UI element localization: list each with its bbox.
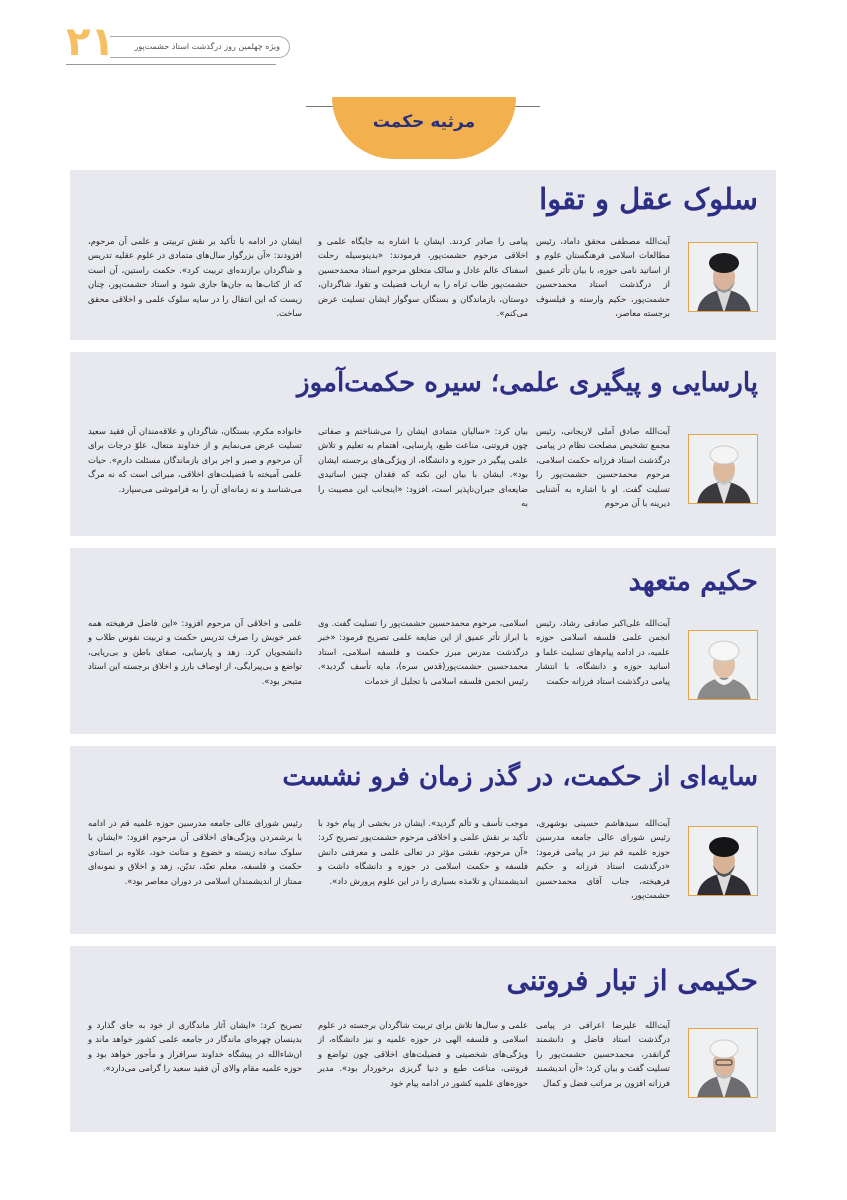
portrait-image bbox=[689, 631, 758, 700]
article-title: پارسایی و پیگیری علمی؛ سیره حکمت‌آموز bbox=[297, 368, 758, 398]
article-column: پیامی را صادر کردند. ایشان با اشاره به جایگاه علمی و اخلاقی مرحوم حشمت‌پور، فرمودند: «بدینوسیله رحلت اسفناک عالم عادل و سالک متخلق مرحوم استاد محمدحسین حشمت‌پور طاب ثراه را به ارباب فضیلت و تقوا، شاگردان، دوستان، بازماندگان و بستگان سوگوار ایشان تسلیت عرض می‌کنم». bbox=[318, 236, 528, 319]
article-column: تصریح کرد: «ایشان آثار ماندگاری از خود به جای گذارد و بدینسان چهره‌ای ماندگار در جامعه علمی کشور خواهد ماند و ان‌شاءالله در پیشگاه خداوند سرافراز و مأجور خواهد بود و حوزه علمیه مقام والای آن فقید سعید را گرامی می‌دارد». bbox=[88, 1020, 302, 1074]
article-column: موجب تأسف و تألم گردید». ایشان در بخشی از پیام خود با تأکید بر نقش علمی و اخلاقی مرحوم حشمت‌پور تصریح کرد: «آن مرحوم، نقشی مؤثر در تعالی علمی و معرفتی دانش فلسفه و حکمت اسلامی در حوزه و دانشگاه داشت و اندیشمندان و تلامذه بسیاری را در این علوم پرورش داد». bbox=[318, 818, 528, 886]
article-column: آیت‌الله علیرضا اعرافی در پیامی درگذشت استاد فاضل و دانشمند گرانقدر، محمدحسین حشمت‌پور را تسلیت گفت و بیان کرد: «آن اندیشمند فرزانه افزون بر مراتب فضل و کمال bbox=[536, 1020, 670, 1088]
portrait bbox=[688, 242, 758, 312]
portrait bbox=[688, 630, 758, 700]
portrait-image bbox=[689, 1029, 758, 1098]
header-divider bbox=[66, 64, 276, 65]
section-label: مرثیه حکمت bbox=[372, 112, 476, 132]
page-number: ۲۱ bbox=[66, 19, 115, 65]
article-card bbox=[70, 746, 776, 934]
portrait bbox=[688, 826, 758, 896]
article-card bbox=[70, 352, 776, 536]
portrait-image bbox=[689, 827, 758, 896]
article-column: علمی و اخلاقی آن مرحوم افزود: «این فاضل فرهیخته همه عمر خویش را صرف تدریس حکمت و تربیت نفوس طلاب و دانشجویان کرد. زهد و پارسایی، صفای باطن و بی‌ریایی، تواضع و بی‌پیرایگی، از اوصاف بارز و اخلاق برجسته این استاد متبحر بود». bbox=[88, 618, 302, 686]
article-column: آیت‌الله صادق آملی لاریجانی، رئیس مجمع تشخیص مصلحت نظام در پیامی درگذشت استاد فرزانه حکمت اسلامی، مرحوم محمدحسین حشمت‌پور را تسلیت گفت. او با اشاره به آشنایی دیرینه با آن مرحوم bbox=[536, 426, 670, 509]
article-column: اسلامی، مرحوم محمدحسین حشمت‌پور را تسلیت گفت. وی با ابراز تأثر عمیق از این ضایعه علمی تصریح فرمود: «خبر درگذشت مدرس مبرز حکمت و فلسفه اسلامی، استاد محمدحسین حشمت‌پور(قدس سره)، مایه تأسف گردید». رئیس انجمن فلسفه اسلامی با تجلیل از خدمات bbox=[318, 618, 528, 686]
article-column: آیت‌الله سیدهاشم حسینی بوشهری، رئیس شورای عالی جامعه مدرسین حوزه علمیه قم نیز در پیامی فرمود: «درگذشت استاد فرزانه و حکیم فرهیخته، جناب آقای محمدحسین حشمت‌پور، bbox=[536, 818, 670, 901]
portrait bbox=[688, 434, 758, 504]
article-column: رئیس شورای عالی جامعه مدرسین حوزه علمیه قم در ادامه با برشمردن ویژگی‌های اخلاقی آن مرحوم افزود: «ایشان با سلوک ساده زیسته و خضوع و متانت خود، علاوه بر استادی حکمت و فلسفه، معلم تعبّد، تدیّن، زهد و اخلاق و نمونه‌ای ممتاز از اندیشمندان اسلامی در دوران معاصر بود». bbox=[88, 818, 302, 886]
article-title: حکیم متعهد bbox=[628, 566, 758, 597]
article-card bbox=[70, 170, 776, 340]
header-subtitle: ویژه چهلمین روز درگذشت استاد حشمت‌پور bbox=[134, 42, 280, 51]
section-badge bbox=[332, 97, 516, 159]
article-column: علمی و سال‌ها تلاش برای تربیت شاگردان برجسته در علوم اسلامی و فلسفه الهی در حوزه علمیه و نیز دانشگاه، از ویژگی‌های شخصیتی و فضیلت‌های اخلاقی چون تواضع و فروتنی، مناعت طبع و دنیا گریزی برخوردار بود». مدیر حوزه‌های علمیه کشور در ادامه پیام خود bbox=[318, 1020, 528, 1088]
article-title: حکیمی از تبار فروتنی bbox=[506, 964, 758, 997]
article-card bbox=[70, 548, 776, 734]
article-column: آیت‌الله علی‌اکبر صادقی رشاد، رئیس انجمن علمی فلسفه اسلامی حوزه علمیه، در ادامه پیام‌های تسلیت علما و اساتید حوزه و دانشگاه، با انتشار پیامی درگذشت استاد فرزانه حکمت bbox=[536, 618, 670, 686]
article-column: خانواده مکرم، بستگان، شاگردان و علاقه‌مندان آن فقید سعید تسلیت عرض می‌نمایم و از خداوند متعال، علوّ درجات برای آن مرحوم و صبر و اجر برای بازماندگان مسئلت دارم». حیات علمی آمیخته با فضیلت‌های اخلاقی، میراثی است که نه مرگ می‌شناسد و نه زمانه‌ای آن را به فراموشی می‌سپارد. bbox=[88, 426, 302, 494]
portrait-image bbox=[689, 435, 758, 504]
article-title: سایه‌ای از حکمت، در گذر زمان فرو نشست bbox=[282, 762, 758, 792]
article-column: ایشان در ادامه با تأکید بر نقش تربیتی و علمی آن مرحوم، افزودند: «آن بزرگوار سال‌های متمادی در علوم عقلیه تدریس و شاگردان برازنده‌ای تربیت کرد». حکمت راستین، آن است که از کتاب‌ها به جان‌ها جاری شود و استاد حشمت‌پور، چنان زیست که این انتقال را در سایه سلوک علمی و اخلاقی محقق ساخت. bbox=[88, 236, 302, 319]
portrait bbox=[688, 1028, 758, 1098]
article-card bbox=[70, 946, 776, 1132]
article-title: سلوک عقل و تقوا bbox=[539, 182, 758, 216]
portrait-image bbox=[689, 243, 758, 312]
article-column: آیت‌الله مصطفی محقق داماد، رئیس مطالعات اسلامی فرهنگستان علوم و از اساتید نامی حوزه، با بیان تأثر عمیق از درگذشت استاد محمدحسین حشمت‌پور، حکیم وارسته و فیلسوف برجسته معاصر، bbox=[536, 236, 670, 319]
page-header bbox=[66, 14, 290, 74]
article-column: بیان کرد: «سالیان متمادی ایشان را می‌شناختم و صفاتی چون فروتنی، مناعت طبع، پارسایی، اهتمام به تعلیم و تلاش علمی پیگیر در حوزه و دانشگاه، از ویژگی‌های برجسته ایشان بود». ایشان با بیان این نکته که فقدان چنین اساتیدی ضایعه‌ای جبران‌ناپذیر است، افزود: «اینجانب این مصیبت را به bbox=[318, 426, 528, 509]
